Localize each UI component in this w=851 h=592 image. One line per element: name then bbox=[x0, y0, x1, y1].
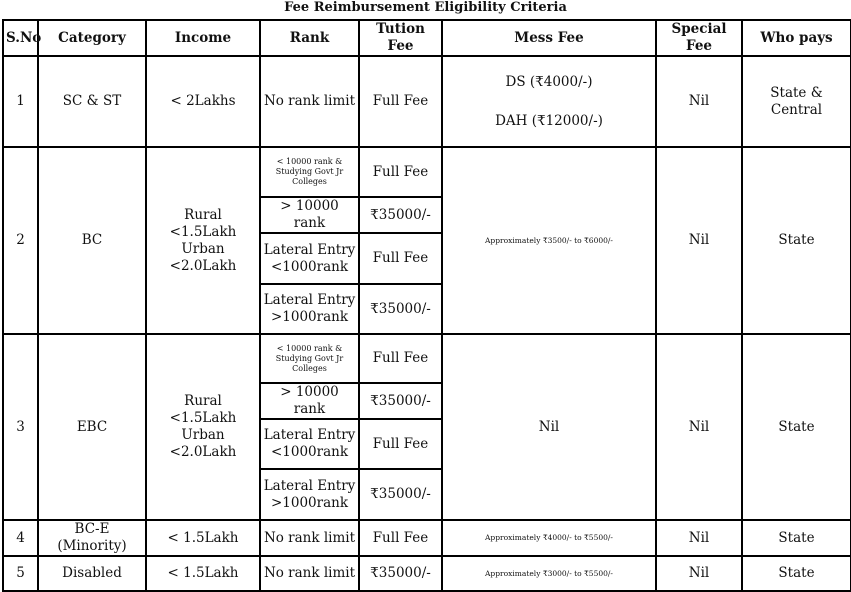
cell-tuition-fee: Full Fee bbox=[359, 56, 442, 147]
cell-special-fee: Nil bbox=[656, 556, 742, 591]
cell-rank: No rank limit bbox=[260, 520, 359, 556]
cell-tuition-fee: ₹35000/- bbox=[359, 197, 442, 233]
cell-mess-fee: Approximately ₹4000/- to ₹5500/- bbox=[442, 520, 656, 556]
cell-tuition-fee: Full Fee bbox=[359, 419, 442, 469]
cell-tuition-fee: Full Fee bbox=[359, 334, 442, 383]
mess-ds: DS (₹4000/-) bbox=[505, 73, 593, 90]
cell-category: Disabled bbox=[38, 556, 146, 591]
cell-sno: 1 bbox=[3, 56, 38, 147]
cell-mess-fee bbox=[442, 56, 656, 147]
cell-income bbox=[146, 147, 260, 334]
cell-income bbox=[146, 334, 260, 520]
cell-rank: No rank limit bbox=[260, 56, 359, 147]
cell-special-fee: Nil bbox=[656, 520, 742, 556]
table-row bbox=[3, 520, 851, 556]
cell-income: < 1.5Lakh bbox=[146, 556, 260, 591]
header-special-fee: Special Fee bbox=[656, 20, 742, 56]
income-rural: Rural <1.5Lakh bbox=[169, 206, 237, 240]
header-category: Category bbox=[38, 20, 146, 56]
cell-tuition-fee: ₹35000/- bbox=[359, 383, 442, 419]
cell-who-pays: State bbox=[742, 147, 851, 334]
cell-tuition-fee: ₹35000/- bbox=[359, 469, 442, 520]
cell-rank: < 10000 rank & Studying Govt Jr Colleges bbox=[260, 334, 359, 383]
header-sno: S.No bbox=[3, 20, 38, 56]
cell-who-pays: State bbox=[742, 520, 851, 556]
cell-sno: 2 bbox=[3, 147, 38, 334]
cell-who-pays: State & Central bbox=[742, 56, 851, 147]
cell-mess-fee: Approximately ₹3500/- to ₹6000/- bbox=[442, 147, 656, 334]
income-urban: Urban <2.0Lakh bbox=[169, 427, 237, 460]
cell-tuition-fee: ₹35000/- bbox=[359, 284, 442, 334]
cell-rank: > 10000 rank bbox=[260, 383, 359, 419]
cell-sno: 5 bbox=[3, 556, 38, 591]
income-rural: Rural <1.5Lakh bbox=[169, 393, 237, 426]
cell-tuition-fee: Full Fee bbox=[359, 147, 442, 197]
cell-special-fee: Nil bbox=[656, 334, 742, 520]
cell-category: EBC bbox=[38, 334, 146, 520]
header-rank: Rank bbox=[260, 20, 359, 56]
income-urban: Urban <2.0Lakh bbox=[169, 240, 237, 274]
cell-rank: > 10000 rank bbox=[260, 197, 359, 233]
table-title: Fee Reimbursement Eligibility Criteria bbox=[284, 0, 567, 15]
header-mess-fee: Mess Fee bbox=[442, 20, 656, 56]
table-row bbox=[3, 556, 851, 591]
cell-category: BC-E (Minority) bbox=[38, 520, 146, 556]
cell-sno: 4 bbox=[3, 520, 38, 556]
header-tuition-fee: Tution Fee bbox=[359, 20, 442, 56]
table-row bbox=[3, 147, 851, 197]
cell-who-pays: State bbox=[742, 556, 851, 591]
table-row bbox=[3, 334, 851, 383]
cell-tuition-fee: Full Fee bbox=[359, 233, 442, 284]
cell-rank: No rank limit bbox=[260, 556, 359, 591]
cell-sno: 3 bbox=[3, 334, 38, 520]
cell-rank: Lateral Entry >1000rank bbox=[260, 284, 359, 334]
header-income: Income bbox=[146, 20, 260, 56]
cell-category: BC bbox=[38, 147, 146, 334]
cell-category: SC & ST bbox=[38, 56, 146, 147]
cell-special-fee: Nil bbox=[656, 56, 742, 147]
cell-rank: Lateral Entry <1000rank bbox=[260, 233, 359, 284]
mess-dah: DAH (₹12000/-) bbox=[495, 112, 603, 129]
cell-mess-fee: Nil bbox=[442, 334, 656, 520]
cell-tuition-fee: Full Fee bbox=[359, 520, 442, 556]
table-row bbox=[3, 56, 851, 147]
cell-rank: < 10000 rank & Studying Govt Jr Colleges bbox=[260, 147, 359, 197]
cell-rank: Lateral Entry >1000rank bbox=[260, 469, 359, 520]
header-who-pays: Who pays bbox=[742, 20, 851, 56]
cell-special-fee: Nil bbox=[656, 147, 742, 334]
header-row bbox=[3, 20, 851, 56]
cell-income: < 1.5Lakh bbox=[146, 520, 260, 556]
cell-income: < 2Lakhs bbox=[146, 56, 260, 147]
cell-tuition-fee: ₹35000/- bbox=[359, 556, 442, 591]
cell-rank: Lateral Entry <1000rank bbox=[260, 419, 359, 469]
cell-mess-fee: Approximately ₹3000/- to ₹5500/- bbox=[442, 556, 656, 591]
cell-who-pays: State bbox=[742, 334, 851, 520]
eligibility-table bbox=[2, 19, 851, 592]
